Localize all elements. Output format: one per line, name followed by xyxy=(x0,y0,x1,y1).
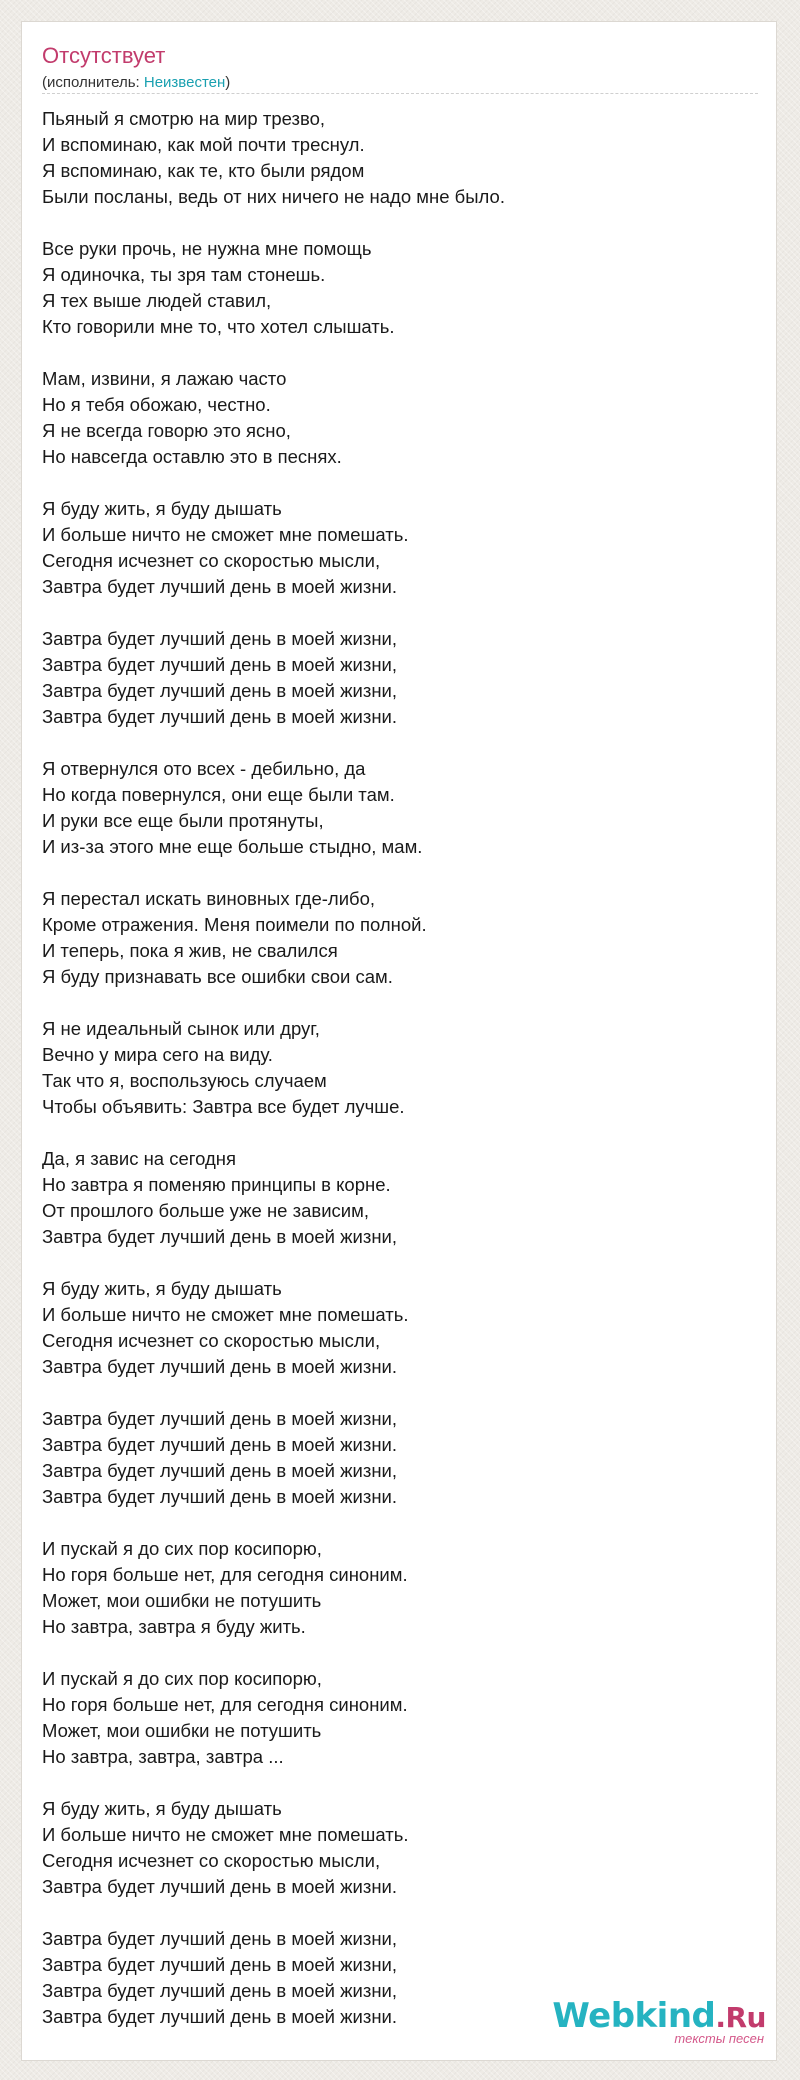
lyric-line: Я перестал искать виновных где-либо, xyxy=(42,888,376,909)
lyric-line: Но завтра, завтра я буду жить. xyxy=(42,1616,306,1637)
stanza-gap xyxy=(42,470,505,496)
lyric-line: Завтра будет лучший день в моей жизни, xyxy=(42,654,398,675)
song-title: Отсутствует xyxy=(42,43,166,68)
lyric-line: Завтра будет лучший день в моей жизни, xyxy=(42,1408,398,1429)
lyric-line: Завтра будет лучший день в моей жизни. xyxy=(42,1434,398,1455)
lyric-line: Я не всегда говорю это ясно, xyxy=(42,420,291,441)
lyric-line: Я буду жить, я буду дышать xyxy=(42,498,282,519)
lyric-line: Завтра будет лучший день в моей жизни. xyxy=(42,576,398,597)
lyric-line: Но завтра, завтра, завтра ... xyxy=(42,1746,284,1767)
stanza-gap xyxy=(42,600,505,626)
lyric-line: Сегодня исчезнет со скоростью мысли, xyxy=(42,1330,381,1351)
stanza-gap xyxy=(42,210,505,236)
lyric-line: Завтра будет лучший день в моей жизни. xyxy=(42,706,398,727)
lyric-line: И вспоминаю, как мой почти треснул. xyxy=(42,134,365,155)
logo-tld: .Ru xyxy=(715,2001,766,2034)
lyric-line: Завтра будет лучший день в моей жизни. xyxy=(42,1486,398,1507)
site-logo[interactable] xyxy=(552,1998,766,2046)
lyric-line: Сегодня исчезнет со скоростью мысли, xyxy=(42,1850,381,1871)
artist-line xyxy=(42,73,230,93)
lyric-line: Сегодня исчезнет со скоростью мысли, xyxy=(42,550,381,571)
lyric-line: Я буду признавать все ошибки свои сам. xyxy=(42,966,393,987)
lyric-line: Вечно у мира сего на виду. xyxy=(42,1044,273,1065)
lyric-line: Завтра будет лучший день в моей жизни. xyxy=(42,1356,398,1377)
lyric-line: Я не идеальный сынок или друг, xyxy=(42,1018,320,1039)
lyric-line: Я вспоминаю, как те, кто были рядом xyxy=(42,160,365,181)
lyrics-stanza xyxy=(42,366,505,470)
lyric-line: Завтра будет лучший день в моей жизни. xyxy=(42,1876,398,1897)
lyric-line: И пускай я до сих пор косипорю, xyxy=(42,1538,322,1559)
lyrics-stanza xyxy=(42,1536,505,1640)
lyrics-stanza xyxy=(42,1666,505,1770)
lyric-line: Я тех выше людей ставил, xyxy=(42,290,272,311)
lyrics-stanza xyxy=(42,236,505,340)
lyric-line: Завтра будет лучший день в моей жизни, xyxy=(42,1460,398,1481)
artist-suffix: ) xyxy=(225,74,231,91)
lyric-line: От прошлого больше уже не зависим, xyxy=(42,1200,369,1221)
lyric-line: Завтра будет лучший день в моей жизни, xyxy=(42,1928,398,1949)
lyric-line: Я одиночка, ты зря там стонешь. xyxy=(42,264,326,285)
lyrics-stanza xyxy=(42,756,505,860)
lyric-line: Но горя больше нет, для сегодня синоним. xyxy=(42,1564,408,1585)
lyric-line: Я отвернулся ото всех - дебильно, да xyxy=(42,758,366,779)
lyric-line: Завтра будет лучший день в моей жизни, xyxy=(42,1980,398,2001)
lyric-line: Но я тебя обожаю, честно. xyxy=(42,394,271,415)
lyric-line: Завтра будет лучший день в моей жизни, xyxy=(42,1226,398,1247)
stanza-gap xyxy=(42,1120,505,1146)
stanza-gap xyxy=(42,1770,505,1796)
lyrics-stanza xyxy=(42,1146,505,1250)
lyric-line: Завтра будет лучший день в моей жизни. xyxy=(42,2006,398,2027)
lyric-line: Но навсегда оставлю это в песнях. xyxy=(42,446,342,467)
lyric-line: Кроме отражения. Меня поимели по полной. xyxy=(42,914,427,935)
header-divider xyxy=(42,93,758,94)
lyric-line: Чтобы объявить: Завтра все будет лучше. xyxy=(42,1096,405,1117)
lyric-line: Но завтра я поменяю принципы в корне. xyxy=(42,1174,391,1195)
artist-link[interactable]: Неизвестен xyxy=(143,74,226,91)
stanza-gap xyxy=(42,730,505,756)
lyric-line: Может, мои ошибки не потушить xyxy=(42,1590,322,1611)
lyric-line: И из-за этого мне еще больше стыдно, мам. xyxy=(42,836,423,857)
lyric-line: Кто говорили мне то, что хотел слышать. xyxy=(42,316,395,337)
stanza-gap xyxy=(42,860,505,886)
lyrics-stanza xyxy=(42,1276,505,1380)
lyric-line: Пьяный я смотрю на мир трезво, xyxy=(42,108,326,129)
lyric-line: Да, я завис на сегодня xyxy=(42,1148,237,1169)
lyric-line: И больше ничто не сможет мне помешать. xyxy=(42,1304,409,1325)
lyric-line: И больше ничто не сможет мне помешать. xyxy=(42,1824,409,1845)
lyric-line: Завтра будет лучший день в моей жизни, xyxy=(42,628,398,649)
lyrics-stanza xyxy=(42,626,505,730)
lyrics-stanza xyxy=(42,1406,505,1510)
stanza-gap xyxy=(42,1380,505,1406)
stanza-gap xyxy=(42,990,505,1016)
lyric-line: Были посланы, ведь от них ничего не надо мне было. xyxy=(42,186,505,207)
lyric-line: Мам, извини, я лажаю часто xyxy=(42,368,287,389)
lyrics-stanza xyxy=(42,496,505,600)
lyrics-stanza xyxy=(42,1796,505,1900)
lyric-line: И теперь, пока я жив, не свалился xyxy=(42,940,338,961)
lyrics-stanza xyxy=(42,106,505,210)
stanza-gap xyxy=(42,1250,505,1276)
lyric-line: Но когда повернулся, они еще были там. xyxy=(42,784,395,805)
lyric-line: Все руки прочь, не нужна мне помощь xyxy=(42,238,372,259)
lyric-line: Завтра будет лучший день в моей жизни, xyxy=(42,1954,398,1975)
lyrics-body xyxy=(42,106,505,2030)
lyric-line: И пускай я до сих пор косипорю, xyxy=(42,1668,322,1689)
stanza-gap xyxy=(42,1510,505,1536)
lyric-line: И руки все еще были протянуты, xyxy=(42,810,324,831)
lyric-line: Завтра будет лучший день в моей жизни, xyxy=(42,680,398,701)
lyrics-stanza xyxy=(42,886,505,990)
lyric-line: Но горя больше нет, для сегодня синоним. xyxy=(42,1694,408,1715)
lyric-line: Так что я, воспользуюсь случаем xyxy=(42,1070,327,1091)
lyrics-stanza xyxy=(42,1926,505,2030)
lyrics-stanza xyxy=(42,1016,505,1120)
lyrics-card xyxy=(21,21,777,2061)
lyric-line: Может, мои ошибки не потушить xyxy=(42,1720,322,1741)
lyric-line: Я буду жить, я буду дышать xyxy=(42,1798,282,1819)
lyric-line: И больше ничто не сможет мне помешать. xyxy=(42,524,409,545)
artist-prefix: (исполнитель: xyxy=(42,74,144,91)
stanza-gap xyxy=(42,1640,505,1666)
stanza-gap xyxy=(42,340,505,366)
logo-name: Webkind xyxy=(552,1996,716,2036)
lyric-line: Я буду жить, я буду дышать xyxy=(42,1278,282,1299)
logo-tagline: тексты песен xyxy=(674,2031,764,2046)
stanza-gap xyxy=(42,1900,505,1926)
